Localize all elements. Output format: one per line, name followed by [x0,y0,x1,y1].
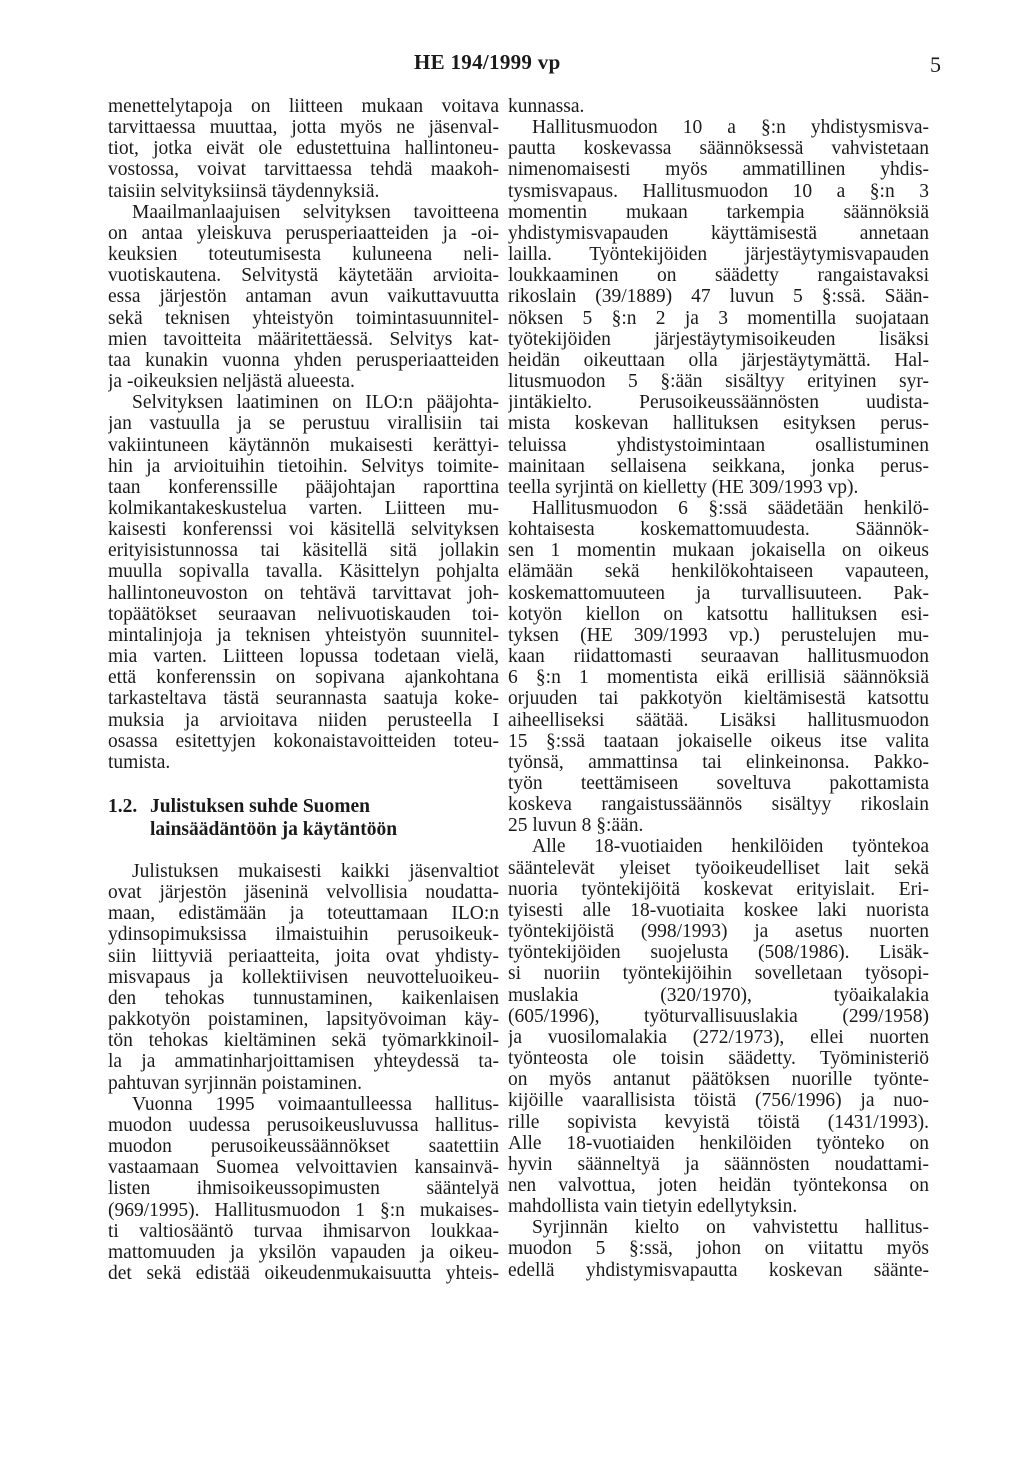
right-column [508,96,929,1281]
text-line: kijöille vaarallisista töistä (756/1996) ja nuo- [508,1090,929,1112]
text-line: erityisistunnossa tai käsitellä sitä jollakin [108,540,499,562]
paragraph [108,392,499,773]
text-line: ja vuosilomalakia (272/1973), ellei nuorten [508,1026,929,1048]
text-line: työnteosta ole toisin säädetty. Työministeriö [508,1048,929,1070]
text-line: muodon uudessa perusoikeusluvussa hallitus- [108,1114,499,1136]
paragraph [508,117,929,498]
text-line: topäätökset seuraavan nelivuotiskauden toi- [108,603,499,625]
text-line: aiheelliseksi säätää. Lisäksi hallitusmuodon [508,709,929,731]
text-line: essa järjestön antaman avun vaikuttavuutta [108,286,499,308]
text-line: tyksen (HE 309/1993 vp.) perustelujen mu- [508,624,929,646]
text-line: sekä teknisen yhteistyön toimintasuunnitel- [108,307,499,329]
text-line: on myös antanut päätöksen nuorille työnte- [508,1069,929,1091]
section-title-line-1: Julistuksen suhde Suomen [150,796,371,817]
text-line: menettelytapoja on liitteen mukaan voitava [108,96,499,117]
text-line: ydinsopimuksissa ilmaistuihin perusoikeuk- [108,924,499,946]
left-column [108,96,499,1284]
text-line: Hallitusmuodon 6 §:ssä säädetään henkilö- [532,497,929,519]
text-line: teluissa yhdistystoimintaan osallistuminen [508,434,929,456]
text-line: rikoslain (39/1889) 47 luvun 5 §:ssä. Sään- [508,286,929,308]
paragraph [108,202,499,392]
text-line: la ja ammatinharjoittamisen yhteydessä ta- [108,1051,499,1073]
paragraph [508,498,929,837]
text-line: mien tavoitteita määritettäessä. Selvitys kat- [108,328,499,350]
text-line: Alle 18-vuotiaiden henkilöiden työntekoa [532,836,929,858]
text-line: sääntelevät yleiset työoikeudelliset lait sekä [508,857,929,879]
text-line: Syrjinnän kielto on vahvistettu hallitus- [532,1217,929,1239]
text-line: Julistuksen mukaisesti kaikki jäsenvaltiot [132,861,499,882]
text-line: taa kunakin vuonna yhden perusperiaatteiden [108,349,499,371]
text-line: Alle 18-vuotiaiden henkilöiden työnteko on [508,1132,929,1154]
text-line: nen valvottua, joten heidän työntekonsa on [508,1174,929,1196]
text-line: ovat järjestön jäseninä velvollisia noudatta- [108,882,499,904]
text-line: muulla sopivalla tavalla. Käsittelyn pohjalta [108,561,499,583]
text-line: kotyön kiellon on katsottu hallituksen esi- [508,603,929,625]
text-line: kohtaisesta koskemattomuudesta. Säännök- [508,519,929,541]
text-line: listen ihmisoikeussopimusten sääntelyä [108,1178,499,1200]
text-line: 6 §:n 1 momentista eikä erillisiä säännöksiä [508,667,929,689]
text-line: koskemattomuuteen ja turvallisuuteen. Pak- [508,582,929,604]
text-line: yhdistymisvapauden käyttämisestä annetaan [508,222,929,244]
text-line: 25 luvun 8 §:ään. [508,815,644,837]
text-line: rille sopivista kevyistä töistä (1431/1993). [508,1111,929,1133]
text-line: maan, edistämään ja toteuttamaan ILO:n [108,903,499,925]
text-line: tumista. [108,751,171,773]
paragraph [108,1094,499,1284]
text-line: tyisesti alle 18-vuotiaita koskee laki nuorista [508,899,929,921]
text-line: heidän oikeuttaan olla järjestäytymättä. Hal- [508,349,929,371]
text-line: ja -oikeuksien neljästä alueesta. [108,371,355,393]
paragraph [108,861,499,1094]
text-line: orjuuden tai pakkotyön kieltämisestä katsottu [508,688,929,710]
text-line: tarkasteltava tästä seurannasta saatuja koke- [108,688,499,710]
text-line: vastaamaan Suomea velvoittavien kansainvä- [108,1157,499,1179]
text-line: det sekä edistää oikeudenmukaisuutta yhteis- [108,1262,499,1284]
text-line: elämään sekä henkilökohtaiseen vapauteen, [508,561,929,583]
text-line: pakkotyön poistaminen, lapsityövoiman käy- [108,1009,499,1031]
text-line: työn teettämiseen soveltuva pakottamista [508,773,929,794]
text-line: tarvittaessa muuttaa, jotta myös ne jäsenval- [108,117,499,139]
paragraph [508,1217,929,1280]
text-line: loukkaaminen on säädetty rangaistavaksi [508,265,929,287]
text-line: muksia ja arvioitava niiden perusteella I [108,709,499,731]
text-line: nuoria työntekijöitä koskevat erityislait. Eri- [508,878,929,900]
text-line: momentin mukaan tarkempia säännöksiä [508,201,929,223]
text-line: Hallitusmuodon 10 a §:n yhdistysmisva- [532,117,929,139]
text-line: mista koskevan hallituksen esityksen perus- [508,413,929,435]
text-line: hyvin säänneltyä ja säännösten noudattami- [508,1153,929,1175]
text-line: että konferenssin on sopivana ajankohtana [108,667,499,689]
text-line: vuotiskautena. Selvitystä käytetään arvioita- [108,265,499,287]
text-line: taisiin selvityksiinsä täydennyksiä. [108,180,380,202]
text-line: tiot, jotka eivät ole edustettuina hallintoneu- [108,138,499,160]
text-line: siin liittyviä periaatteita, joita ovat yhdisty- [108,945,499,967]
section-heading [108,795,499,841]
page-number: 5 [930,52,941,77]
text-line: nimenomaisesti myös ammatillinen yhdis- [508,159,929,181]
paragraph [508,836,929,1217]
text-line: muslakia (320/1970), työaikalakia [508,984,929,1006]
text-line: vostossa, voivat tarvittaessa tehdä maakoh- [108,159,499,181]
text-line: hallintoneuvoston on tehtävä tarvittavat joh- [108,582,499,604]
text-line: si nuoriin työntekijöihin sovelletaan työsopi- [508,963,929,985]
text-line: kunnassa. [508,96,585,117]
text-line: mattomuuden ja yksilön vapauden ja oikeu- [108,1241,499,1263]
text-line: muodon perusoikeussäännökset saatettiin [108,1136,499,1158]
text-line: (969/1995). Hallitusmuodon 1 §:n mukaises- [108,1199,499,1221]
text-line: työnsä, ammattinsa tai elinkeinonsa. Pakko- [508,751,929,773]
text-line: ti valtiosääntö turvaa ihmisarvon loukkaa- [108,1220,499,1242]
text-line: litusmuodon 5 §:ään sisältyy erityinen syr- [508,371,929,393]
text-line: sen 1 momentin mukaan jokaisella on oikeus [508,540,929,562]
document-id: HE 194/1999 vp [414,50,561,74]
section-number: 1.2. [108,796,138,817]
text-line: pahtuvan syrjinnän poistaminen. [108,1072,362,1094]
text-line: mainitaan sellaisena seikkana, jonka perus- [508,455,929,477]
paragraph [108,96,499,202]
text-line: kaisesti konferenssi voi käsitellä selvityksen [108,519,499,541]
text-line: kolmikantakeskustelua varten. Liitteen mu- [108,497,499,519]
section-title-line-2: lainsäädäntöön ja käytäntöön [150,819,398,840]
text-line: työntekijöiden suojelusta (508/1986). Lisäk- [508,942,929,964]
text-line: den tehokas tunnustaminen, kaikenlaisen [108,987,499,1009]
text-line: hin ja arvioituihin tietoihin. Selvitys toimite- [108,455,499,477]
text-line: jan vastuulla ja se perustuu virallisiin tai [108,413,499,435]
text-line: keuksien toteutumisesta kuluneena neli- [108,244,499,266]
text-line: mahdollista vain tietyin edellytyksin. [508,1196,798,1218]
text-line: misvapaus ja kollektiivisen neuvotteluoikeu- [108,966,499,988]
text-line: jintäkielto. Perusoikeussäännösten uudista- [508,392,929,414]
text-line: pautta koskevassa säännöksessä vahvistetaan [508,138,929,160]
text-line: kaan riidattomasti seuraavan hallitusmuodon [508,646,929,668]
text-line: lailla. Työntekijöiden järjestäytymisvapauden [508,244,929,266]
page-header [0,50,1024,90]
text-line: (605/1996), työturvallisuuslakia (299/1958) [508,1005,929,1027]
text-line: muodon 5 §:ssä, johon on viitattu myös [508,1238,929,1260]
text-line: edellä yhdistymisvapautta koskevan säänte- [508,1259,929,1281]
text-line: mintalinjoja ja teknisen yhteistyön suunnitel- [108,624,499,646]
text-line: taan konferenssille pääjohtajan raporttina [108,476,499,498]
paragraph [508,96,929,117]
text-line: osassa esitettyjen kokonaistavoitteiden toteu- [108,730,499,752]
text-line: tysmisvapaus. Hallitusmuodon 10 a §:n 3 [508,180,929,202]
text-line: tön tehokas kieltäminen sekä työmarkkinoil- [108,1030,499,1052]
text-line: on antaa yleiskuva perusperiaatteiden ja -oi- [108,222,499,244]
text-line: Maailmanlaajuisen selvityksen tavoitteena [132,201,499,223]
text-line: vakiintuneen käytännön mukaisesti kerättyi- [108,434,499,456]
text-line: 15 §:ssä taataan jokaiselle oikeus itse valita [508,730,929,752]
text-line: Vuonna 1995 voimaantulleessa hallitus- [132,1093,499,1115]
text-line: teella syrjintä on kielletty (HE 309/1993 vp). [508,476,859,498]
text-line: koskeva rangaistussäännös sisältyy rikoslain [508,794,929,816]
text-line: työntekijöistä (998/1993) ja asetus nuorten [508,921,929,943]
text-line: työtekijöiden järjestäytymisoikeuden lisäksi [508,328,929,350]
text-line: mia varten. Liitteen lopussa todetaan vielä, [108,646,499,668]
text-line: nöksen 5 §:n 2 ja 3 momentilla suojataan [508,307,929,329]
text-line: Selvityksen laatiminen on ILO:n pääjohta- [132,392,499,414]
